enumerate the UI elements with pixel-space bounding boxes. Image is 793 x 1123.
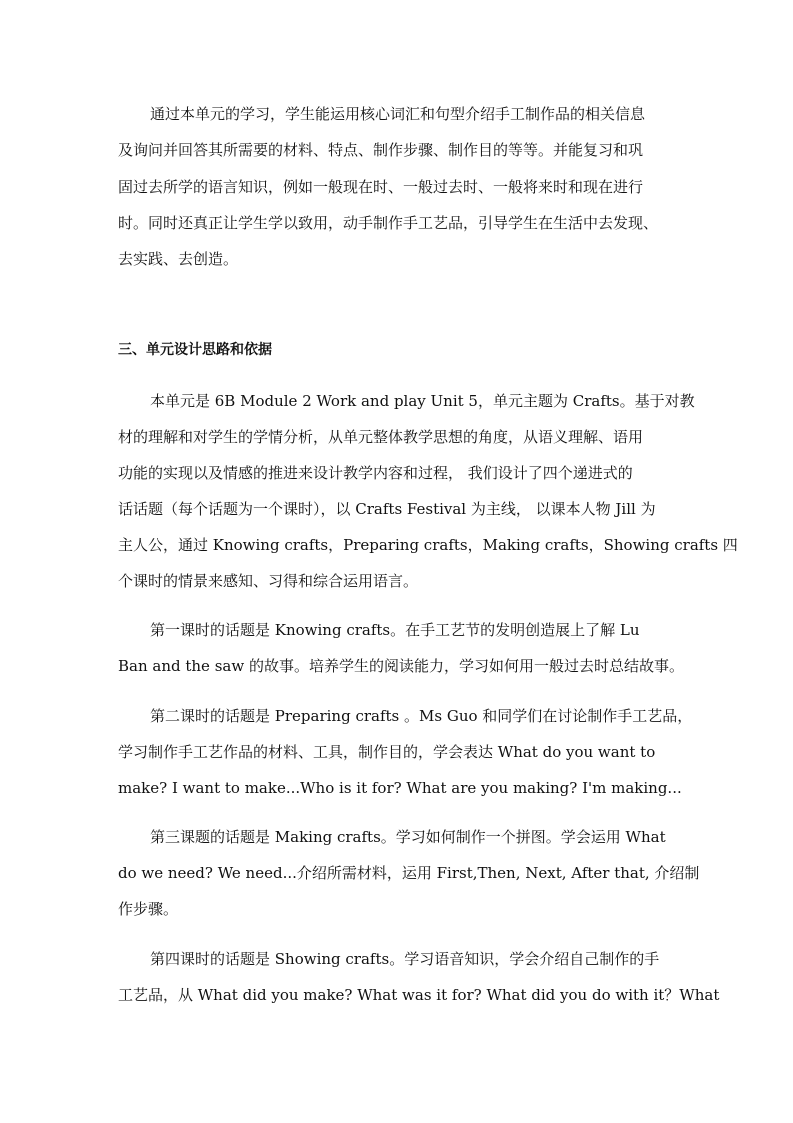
p4-line-1: 第三课题的话题是 Making crafts。学习如何制作一个拼图。学会运用 What [150,828,666,846]
p3-line-3: make? I want to make...Who is it for? What are you making? I'm making... [118,779,682,797]
p2-line-1: 第一课时的话题是 Knowing crafts。在手工艺节的发明创造展上了解 Lu [150,621,640,639]
intro-line-4: 时。同时还真正让学生学以致用，动手制作手工艺品，引导学生在生活中去发现、 [118,214,659,232]
p4-line-2: do we need? We need...介绍所需材料，运用 First,Then, Next, After that, 介绍制 [118,864,700,882]
p3-line-2: 学习制作手工艺作品的材料、工具，制作目的，学会表达 What do you want to [118,743,656,761]
p1-line-4: 话话题（每个话题为一个课时），以 Crafts Festival 为主线， 以课本人物 Jill 为 [118,500,656,518]
p4-line-3: 作步骤。 [118,900,179,918]
p5-line-2: 工艺品，从 What did you make? What was it for? What did you do with it？What [118,986,720,1004]
intro-line-5: 去实践、去创造。 [118,250,239,268]
p1-line-2: 材的理解和对学生的学情分析，从单元整体教学思想的角度，从语义理解、语用 [118,428,644,446]
intro-line-1: 通过本单元的学习，学生能运用核心词汇和句型介绍手工制作品的相关信息 [150,105,646,123]
p1-line-5: 主人公，通过 Knowing crafts，Preparing crafts，Making crafts，Showing crafts 四 [118,536,738,554]
p1-line-3: 功能的实现以及情感的推进来设计教学内容和过程， 我们设计了四个递进式的 [118,464,633,482]
p5-line-1: 第四课时的话题是 Showing crafts。学习语音知识，学会介绍自己制作的手 [150,950,660,968]
p3-line-1: 第二课时的话题是 Preparing crafts 。Ms Guo 和同学们在讨论制作手工艺品， [150,707,693,725]
p1-line-6: 个课时的情景来感知、习得和综合运用语言。 [118,572,419,590]
p2-line-2: Ban and the saw 的故事。培养学生的阅读能力，学习如何用一般过去时总结故事。 [118,657,684,675]
p1-line-1: 本单元是 6B Module 2 Work and play Unit 5，单元主题为 Crafts。基于对教 [150,392,695,410]
intro-line-3: 固过去所学的语言知识，例如一般现在时、一般过去时、一般将来时和现在进行 [118,178,644,196]
intro-line-2: 及询问并回答其所需要的材料、特点、制作步骤、制作目的等等。并能复习和巩 [118,141,644,159]
section-heading: 三、单元设计思路和依据 [118,342,272,358]
